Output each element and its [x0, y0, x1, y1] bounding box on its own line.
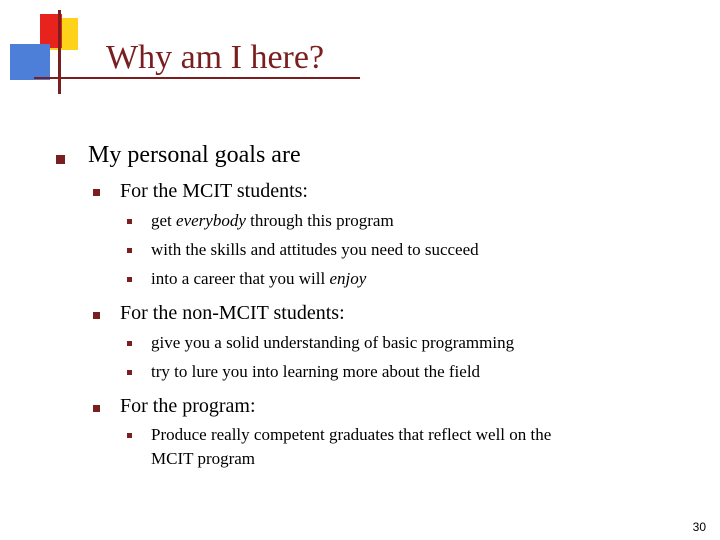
item-emphasis: everybody — [176, 211, 246, 230]
list-item — [151, 424, 551, 446]
item-emphasis: enjoy — [329, 269, 367, 288]
item-text: give you a solid understanding of basic programming — [151, 333, 515, 352]
bullet-square-icon — [93, 405, 100, 412]
group-heading: For the non-MCIT students: — [120, 302, 345, 324]
bullet-square-icon — [56, 155, 65, 164]
blue-square — [10, 44, 50, 80]
item-text: try to lure you into learning more about the field — [151, 362, 481, 381]
list-item — [151, 268, 366, 290]
item-text: MCIT program — [151, 449, 256, 468]
item-text: get — [151, 211, 177, 230]
item-text: with the skills and attitudes you need to succeed — [151, 240, 479, 259]
list-item — [151, 239, 479, 261]
list-item-continuation — [151, 448, 255, 470]
bullet-square-icon — [93, 312, 100, 319]
group-heading: For the program: — [120, 395, 256, 417]
bullet-square-icon — [127, 248, 132, 253]
bullet-square-icon — [127, 341, 132, 346]
bullet-square-icon — [127, 277, 132, 282]
bullet-square-icon — [127, 219, 132, 224]
group-heading: For the MCIT students: — [120, 180, 308, 202]
list-item — [151, 210, 394, 232]
list-item — [151, 332, 514, 354]
item-text: through this program — [245, 211, 394, 230]
item-text: Produce really competent graduates that reflect well on the — [151, 425, 552, 444]
bullet-square-icon — [127, 433, 132, 438]
vertical-rule — [58, 10, 61, 94]
bullet-square-icon — [93, 189, 100, 196]
page-number: 30 — [692, 520, 706, 534]
slide-title: Why am I here? — [106, 39, 325, 76]
bullet-square-icon — [127, 370, 132, 375]
main-bullet-text: My personal goals are — [88, 142, 301, 168]
item-text: into a career that you will — [151, 269, 330, 288]
list-item — [151, 361, 480, 383]
